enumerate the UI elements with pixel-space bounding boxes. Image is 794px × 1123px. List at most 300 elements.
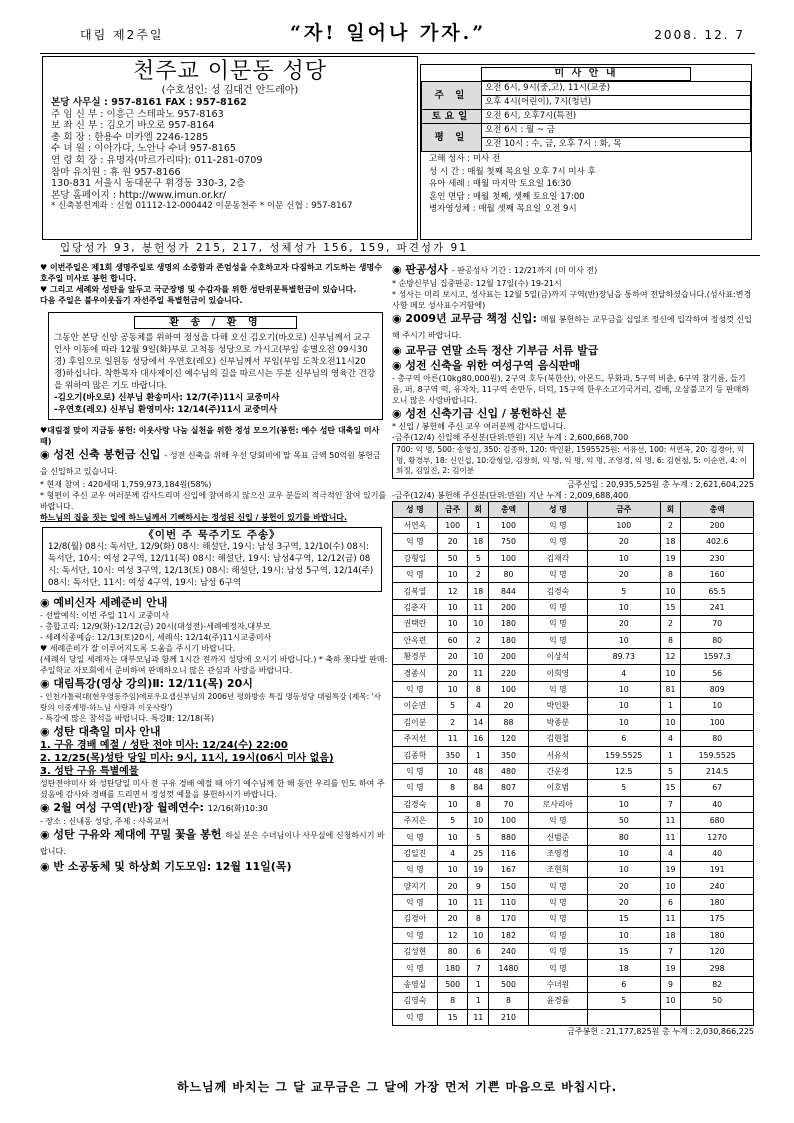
table-cell: 65.5	[681, 583, 754, 599]
bulletin-date: 2008. 12. 7	[654, 28, 745, 42]
table-cell: 박종분	[528, 714, 587, 730]
table-cell: 500	[437, 976, 468, 992]
table-cell: 김복열	[393, 583, 438, 599]
table-cell: 807	[489, 780, 529, 796]
table-cell: 김현철	[528, 730, 587, 746]
section-note: - 판공성사 기간 : 12/21까지 (미 미사 전)	[451, 266, 598, 275]
parish-line: 본당 사무실 : 957-8161 FAX : 957-8162	[51, 97, 247, 108]
table-cell: 18	[468, 583, 489, 599]
section-title: ◉ 2009년 교무금 책정 신입:	[392, 312, 537, 325]
table-cell: 180	[489, 616, 529, 632]
section-date: 12/16(화)10:30	[207, 804, 268, 813]
table-cell: 100	[437, 517, 468, 533]
table-row	[393, 649, 754, 665]
parish-line: 보 좌 신 부 : 김오기 바오로 957-8164	[51, 120, 215, 132]
table-cell: 익 명	[528, 632, 587, 648]
table-cell: 10	[468, 649, 489, 665]
table-cell: 88	[489, 714, 529, 730]
table-cell: 20	[437, 878, 468, 894]
table-cell: 4	[660, 730, 681, 746]
rosary-box	[42, 527, 382, 592]
table-cell: 480	[489, 763, 529, 779]
table-cell: 10	[437, 681, 468, 697]
table-cell: 1	[468, 747, 489, 763]
table-row	[393, 796, 754, 812]
table-cell: 10	[660, 714, 681, 730]
table-cell: 김경숙	[528, 583, 587, 599]
table-cell: 익 명	[528, 534, 587, 550]
table-cell: 1	[468, 976, 489, 992]
table-cell: 신범준	[528, 829, 587, 845]
section-building-fund	[40, 447, 388, 479]
table-cell: 19	[660, 550, 681, 566]
table-cell: 10	[660, 665, 681, 681]
donor-total: 금주신입 : 20,935,525원 총 누계 : 2,621,604,225	[567, 479, 754, 489]
table-cell: 11	[468, 1009, 489, 1025]
donor-list: 700: 익 명, 500: 송영실, 350: 김종학, 120: 박인환, 1595525원: 서유선, 100: 서연옥, 20: 김경아, 익 명, 황경부, 18: 신인섭, 10:강형일, 김창희, 익 명, 익 명, 익 명, 조영경, 익 명, 6: 김현철, 5: 이순연, 4: 이희정, 김일진, 2: 김이분	[392, 443, 754, 479]
welcome-text: 그동안 본당 신앙 공동체를 위하여 정성을 다해 오신 김오기(바오로) 신부님께서 교구 인사 이동에 따라 12월 9일(화)부로 고척동 성당으로 가시고(부임 송별오전 09시30경) 후임으로 일원동 성당에서 우연호(레오) 신부님께서 부임(부임 도착오전11시20경)하십니다. 착한목자 대사제이신 예수님의 길을 따르시는 두분 신부님의 영육간 건강을 위하여 많은 기도 바랍니다.	[54, 333, 376, 391]
table-cell: 이희영	[528, 665, 587, 681]
table-cell: 844	[489, 583, 529, 599]
table-cell: 18	[468, 534, 489, 550]
table-cell: 175	[681, 911, 754, 927]
table-cell: 6	[587, 976, 660, 992]
table-cell: 6	[587, 730, 660, 746]
donor-total: 금주봉헌 : 21,177,825원 총 누계 : 2,030,866,225	[567, 1027, 754, 1036]
christmas-line: 1. 구유 경배 예절 / 성탄 전야 미사: 12/24(수) 22:00	[40, 740, 288, 751]
table-row	[393, 517, 754, 533]
table-cell: 160	[681, 567, 754, 583]
table-cell: 200	[489, 599, 529, 615]
donor-table-header	[393, 501, 754, 517]
hymn-numbers: 입당성가 93, 봉헌성가 215, 217, 성체성가 156, 159, 파견성가 91	[60, 242, 760, 256]
table-cell: 100	[489, 812, 529, 828]
table-cell: 240	[489, 944, 529, 960]
table-cell: 5	[437, 812, 468, 828]
advent-offering: ♥대림절 맞이 지금동 봉헌: 이웃사랑 나눔 실천을 위한 정성 모으기(봉헌: 예수 성탄 대축일 미사 때)	[40, 426, 380, 446]
table-cell	[681, 1009, 754, 1025]
donor-note: * 신입 / 봉헌해 주신 교우 여러분께 감사드립니다.	[392, 422, 566, 431]
farewell-mass: -김오기(바오로) 신부님 환송미사: 12/7(주)11시 교중미사	[54, 393, 280, 403]
section-tax-receipt: ◉ 교무금 연말 소득 정산 기부금 서류 발급	[392, 344, 599, 357]
table-cell: 익 명	[528, 517, 587, 533]
table-cell: 김일진	[393, 845, 438, 861]
table-row	[393, 780, 754, 796]
mass-time: 오전 10시 : 수, 금, 오후 7시 : 화, 목	[482, 138, 751, 152]
table-row	[393, 730, 754, 746]
mass-day: 평 일	[422, 124, 482, 152]
table-cell: 8	[437, 993, 468, 1009]
building-fund-text: * 형편이 주신 교우 여러분께 감사드리며 신입에 참여하지 않으신 교우 분들의 적극적인 참여 있기를 바랍니다.	[40, 491, 387, 511]
table-cell: 주지선	[393, 730, 438, 746]
table-cell: 10	[437, 616, 468, 632]
table-cell: 20	[437, 534, 468, 550]
table-row	[393, 993, 754, 1009]
table-cell: 10	[468, 927, 489, 943]
section-title: ◉ 성탄 구유와 제대에 꾸밀 꽃을 봉헌	[40, 828, 222, 841]
table-cell: 10	[587, 927, 660, 943]
baptism-line: - 세례식종예습: 12/13(토)20시, 세례식: 12/14(주)11시교중미사	[40, 633, 272, 642]
table-cell: 70	[681, 616, 754, 632]
table-cell: 익 명	[528, 681, 587, 697]
table-cell: 16	[468, 730, 489, 746]
table-cell: 67	[681, 780, 754, 796]
table-cell: 권택란	[393, 616, 438, 632]
table-row	[393, 927, 754, 943]
table-cell: 750	[489, 534, 529, 550]
table-row	[393, 862, 754, 878]
table-cell: 110	[489, 894, 529, 910]
table-cell: 298	[681, 960, 754, 976]
column-header: 총액	[681, 501, 754, 517]
table-cell: 10	[587, 599, 660, 615]
table-cell: 80	[437, 944, 468, 960]
notice-next-sunday: 다음 주일은 불우이웃돕기 자선주일 특별헌금이 있습니다.	[40, 296, 243, 305]
table-cell: 익 명	[393, 780, 438, 796]
table-cell: 익 명	[528, 567, 587, 583]
table-cell: 10	[437, 894, 468, 910]
right-column	[392, 262, 754, 1037]
table-cell: 이호범	[528, 780, 587, 796]
table-row	[393, 812, 754, 828]
mass-day: 토요일	[422, 110, 482, 124]
parish-line: 참마 유치원 : 휴 원 957-8166	[51, 166, 181, 178]
section-small-community: ◉ 반 소공동체 및 하상회 기도모임: 12월 11일(목)	[40, 860, 292, 873]
table-cell: 680	[681, 812, 754, 828]
parish-line: 130-831 서울시 동대문구 휘경동 330-3, 2층	[51, 178, 246, 190]
column-header: 금주	[437, 501, 468, 517]
table-cell: 이순연	[393, 698, 438, 714]
table-cell: 김경숙	[393, 796, 438, 812]
table-cell: 익 명	[393, 862, 438, 878]
section-note: - 성전 신축을 위해 우선 당회비에 말 목표 금액 50억원 봉헌금을 신입하고 있습니다.	[40, 451, 381, 476]
section-title: ◉ 성전 신축 봉헌금 신입	[40, 448, 161, 461]
table-cell: 11	[468, 665, 489, 681]
sacrament-line: 혼인 면담 : 매월 첫째, 셋째 토요일 17:00	[429, 191, 585, 202]
table-cell: 18	[587, 960, 660, 976]
table-cell: 50	[681, 993, 754, 1009]
table-cell: 1270	[681, 829, 754, 845]
table-cell: 2	[437, 714, 468, 730]
table-cell: 간운경	[528, 763, 587, 779]
table-row	[393, 829, 754, 845]
baptism-line: - 총합고리: 12/9(화)-12/12(금) 20시(대성전)-세례예정자,대부모	[40, 622, 271, 631]
table-row	[393, 534, 754, 550]
table-cell: 서유석	[528, 747, 587, 763]
table-cell: 7	[468, 960, 489, 976]
building-fund-text2: 하느님의 집을 짓는 일에 하느님께서 기뻐하시는 정성된 신입 / 봉헌이 있기를 바랍니다.	[40, 513, 348, 522]
table-cell: 82	[681, 976, 754, 992]
table-cell: 10	[468, 812, 489, 828]
table-cell: 10	[587, 845, 660, 861]
table-cell: 10	[587, 632, 660, 648]
table-row	[393, 550, 754, 566]
section-women-training	[40, 800, 388, 816]
table-cell: 11	[660, 812, 681, 828]
table-cell	[528, 1009, 587, 1025]
christmas-line: 성탄전야미사 와 성탄당일 미사 전 구유 경배 예절 때 아기 예수님께 한 해 동안 우리를 인도 하여 주셨음에 감사와 경배를 드리면서 정성껏 예물을 봉헌하시기 바랍니다.	[40, 779, 385, 799]
table-row	[393, 714, 754, 730]
table-cell: 김영숙	[393, 993, 438, 1009]
baptism-line: - 선발예식: 이번 주일 11시 교중미사	[40, 611, 169, 620]
table-cell: 80	[681, 730, 754, 746]
table-cell: 20	[437, 665, 468, 681]
table-cell: 4	[468, 698, 489, 714]
mass-schedule-title: 미 사 안 내	[481, 67, 691, 81]
table-cell: 송영실	[393, 976, 438, 992]
table-cell: 180	[681, 927, 754, 943]
table-cell: 20	[587, 878, 660, 894]
food-sale-text: - 총구역 아른(10kg80,000원), 2구역 호두(북한산), 아몬드, 무화과, 5구역 비춘, 6구역 참기름, 들기름, 퍼, 8구역 떡, 유자차, 11구역 손만두, 더덕, 15구역 한우소고기국거리, 검배, 오삼불고기 등 판매하오니 많은 사랑바랍니다.	[392, 374, 750, 405]
table-row	[393, 747, 754, 763]
mass-time: 오후 4시(어린이), 7시(청년)	[482, 96, 751, 110]
table-cell: 20	[587, 567, 660, 583]
section-note: 매월 봉헌하는 교무금을 십일조 정신에 입각하여 정성껏 신입해 주시기 바랍니다.	[392, 315, 752, 340]
table-cell: 200	[681, 517, 754, 533]
table-cell	[587, 1009, 660, 1025]
table-cell: 350	[489, 747, 529, 763]
table-cell: 10	[587, 714, 660, 730]
baptism-line: (세례식 당일 세례자는 대부모님과 함께 1시간 전까지 성당에 오시기 바랍니다.) * 축하 꽃다발 판매: 주일학교 자모회에서 준비하여 판매하오니 많은 관심과 사랑을 바랍니다.	[40, 655, 388, 675]
table-cell: 15	[660, 599, 681, 615]
table-cell: 50	[587, 812, 660, 828]
column-header: 회	[468, 501, 489, 517]
table-cell: 167	[489, 862, 529, 878]
mass-time: 오전 6시 : 월 ~ 금	[482, 124, 751, 138]
table-cell: 10	[437, 862, 468, 878]
table-cell: 48	[468, 763, 489, 779]
sacrament-line: 유아 세례 : 매월 마지막 토요일 16:30	[429, 179, 572, 190]
table-cell: 김재각	[528, 550, 587, 566]
donor-summary: -금주(12/4) 봉헌해 주신분(단위:만원) 지난 누계 : 2,009,688,400	[392, 490, 629, 500]
table-cell: 경종식	[393, 665, 438, 681]
parish-line: 총 회 장 : 한용수 미카엘 2246-1285	[51, 131, 209, 143]
table-cell: 익 명	[393, 534, 438, 550]
table-cell: 15	[587, 911, 660, 927]
table-cell: 19	[660, 862, 681, 878]
table-cell: 180	[489, 632, 529, 648]
table-cell: 익 명	[528, 894, 587, 910]
table-cell: 402.6	[681, 534, 754, 550]
table-cell: 80	[681, 632, 754, 648]
table-cell: 20	[587, 616, 660, 632]
table-cell: 100	[587, 517, 660, 533]
table-cell: 10	[587, 550, 660, 566]
table-cell: 25	[468, 845, 489, 861]
table-cell: 황경부	[393, 649, 438, 665]
section-flower-offering	[40, 827, 388, 859]
table-row	[393, 698, 754, 714]
table-cell: 1	[468, 517, 489, 533]
table-cell: 10	[587, 698, 660, 714]
section-food-sale: ◉ 성전 신축을 위한 여성구역 음식판매	[392, 359, 581, 372]
table-cell: 2	[660, 517, 681, 533]
table-cell: 김성현	[393, 944, 438, 960]
table-cell: 10	[681, 698, 754, 714]
table-cell: 10	[660, 993, 681, 1009]
table-cell: 6	[660, 894, 681, 910]
table-cell: 10	[468, 616, 489, 632]
table-cell: 익 명	[528, 911, 587, 927]
table-cell: 50	[437, 550, 468, 566]
table-cell: 809	[681, 681, 754, 697]
table-row	[393, 976, 754, 992]
table-cell: 159.5525	[681, 747, 754, 763]
table-cell: 강형일	[393, 550, 438, 566]
table-row	[393, 681, 754, 697]
table-cell: 40	[681, 845, 754, 861]
section-tithe	[392, 311, 754, 343]
section-advent-lecture: ◉ 대림특강(영상 강의)Ⅱ: 12/11(목) 20시	[40, 677, 253, 690]
column-header: 총액	[489, 501, 529, 517]
table-cell: 10	[587, 681, 660, 697]
sacrament-line: 고해 성사 : 미사 전	[429, 154, 501, 164]
footer-message: 하느님께 바치는 그 달 교무금은 그 달에 가장 먼저 기쁜 마음으로 바칩시다.	[176, 1080, 618, 1094]
table-cell: 8	[489, 993, 529, 1009]
section-christmas-mass: ◉ 성탄 대축일 미사 안내	[40, 725, 161, 738]
parish-line: 연 령 회 장 : 유명자(마르가리따): 011-281-0709	[51, 154, 263, 166]
table-cell: 10	[660, 878, 681, 894]
table-cell: 1480	[489, 960, 529, 976]
table-cell: 18	[660, 927, 681, 943]
table-cell: 12.5	[587, 763, 660, 779]
parish-line: * 신축봉헌계좌 : 신협 01112-12-000442 이문동천주 * 이문 신협 : 957-8167	[51, 201, 353, 212]
table-cell: 익 명	[528, 960, 587, 976]
table-cell: 10	[437, 829, 468, 845]
table-cell: 14	[468, 714, 489, 730]
table-cell: 6	[468, 944, 489, 960]
table-cell: 20	[489, 698, 529, 714]
table-cell: 박인환	[528, 698, 587, 714]
table-cell: 2	[468, 632, 489, 648]
table-row	[393, 1009, 754, 1025]
table-cell: 210	[489, 1009, 529, 1025]
sacrament-info	[421, 152, 751, 217]
lecture-line: - 인천가톨릭대(현우영동주임)에로우요셉신부님의 2006년 평화방송 특집 명동성당 대림특강 (제목: '사랑의 이중계명-하느님 사랑과 이웃사랑')	[40, 692, 381, 712]
table-cell: 이상석	[528, 649, 587, 665]
column-header: 회	[660, 501, 681, 517]
parish-line: 수 녀 원 : 이아가다, 노안나 수녀 957-8165	[51, 143, 237, 155]
table-cell: 7	[660, 944, 681, 960]
christmas-line: 2. 12/25(목)성탄 당일 미사: 9시, 11시, 19시(06시 미사 없음)	[40, 753, 334, 764]
table-cell: 9	[660, 976, 681, 992]
table-cell: 241	[681, 599, 754, 615]
table-cell: 익 명	[393, 960, 438, 976]
section-baptism: ◉ 예비신자 세례준비 안내	[40, 596, 168, 609]
christmas-line: 3. 성탄 구유 특별예물	[40, 766, 139, 777]
table-cell: 100	[489, 681, 529, 697]
confession-line: * 순방신부님 집중판공: 12월 17일(수) 19-21시	[392, 279, 562, 288]
table-cell: 익 명	[528, 927, 587, 943]
table-cell: 10	[587, 796, 660, 812]
table-cell: 880	[489, 829, 529, 845]
table-cell: 익 명	[528, 944, 587, 960]
table-cell: 11	[660, 911, 681, 927]
table-cell: 5	[587, 993, 660, 1009]
table-cell: 56	[681, 665, 754, 681]
table-row	[393, 583, 754, 599]
table-cell: 8	[468, 911, 489, 927]
table-cell: 11	[468, 599, 489, 615]
table-cell: 익 명	[528, 599, 587, 615]
table-cell: 익 명	[393, 829, 438, 845]
table-cell: 20	[587, 534, 660, 550]
table-cell: 익 명	[393, 763, 438, 779]
table-cell: 로사리아	[528, 796, 587, 812]
notice-christmas-offering: ♥ 그리고 세례와 성탄을 앞두고 국군장병 및 수감자를 위한 성탄위문특별헌금이 있습니다.	[40, 285, 357, 294]
parish-name: 천주교 이문동 성당	[132, 59, 327, 84]
table-cell: 11	[468, 894, 489, 910]
parish-patron: (수호성인: 성 김대건 안드레아)	[161, 85, 299, 96]
table-row	[393, 763, 754, 779]
table-cell: 8	[468, 681, 489, 697]
table-cell: 양지기	[393, 878, 438, 894]
table-cell: 7	[660, 796, 681, 812]
table-cell: 2	[660, 616, 681, 632]
welcome-title: 환 송 / 환 영	[134, 316, 297, 329]
table-cell: 100	[489, 517, 529, 533]
column-header: 성 명	[393, 501, 438, 517]
table-cell: 20	[587, 894, 660, 910]
parish-line: 본당 홈페이지 : http://www.imun.or.kr/	[51, 189, 227, 201]
section-note: 하실 분은 수녀님이나 사무실에 신청하시기 바랍니다.	[40, 831, 385, 856]
table-cell: 수녀원	[528, 976, 587, 992]
table-cell: 500	[489, 976, 529, 992]
table-cell: 김종학	[393, 747, 438, 763]
table-cell: 4	[587, 665, 660, 681]
section-title: ◉ 2월 여성 구역(반)장 월례연수:	[40, 801, 204, 814]
table-cell: 19	[468, 862, 489, 878]
table-cell: 200	[489, 649, 529, 665]
table-cell: 89.73	[587, 649, 660, 665]
welcome-mass: -우연호(레오) 신부님 환영미사: 12/14(주)11시 교중미사	[54, 405, 278, 415]
table-row	[393, 911, 754, 927]
table-cell: 5	[587, 583, 660, 599]
table-cell: 240	[681, 878, 754, 894]
table-cell: 8	[468, 796, 489, 812]
sacrament-line: 병자영성체 : 매월 셋째 목요일 오전 9시	[429, 204, 577, 215]
table-cell: 350	[437, 747, 468, 763]
table-cell: 1	[468, 993, 489, 1009]
table-cell: 15	[437, 1009, 468, 1025]
bulletin-header	[40, 20, 755, 54]
table-cell: 11	[437, 730, 468, 746]
table-cell: 10	[660, 583, 681, 599]
table-cell: 20	[437, 649, 468, 665]
parish-info-box	[42, 56, 418, 240]
table-cell: 1	[660, 698, 681, 714]
table-cell: 5	[468, 829, 489, 845]
table-cell: 5	[468, 550, 489, 566]
table-cell: 11	[660, 829, 681, 845]
table-row	[393, 616, 754, 632]
column-header: 성 명	[528, 501, 587, 517]
table-cell: 81	[660, 681, 681, 697]
table-cell: 80	[489, 567, 529, 583]
table-cell: 9	[468, 878, 489, 894]
table-cell: 김이분	[393, 714, 438, 730]
table-cell: 주지은	[393, 812, 438, 828]
table-cell: 5	[437, 698, 468, 714]
table-cell: 김춘자	[393, 599, 438, 615]
table-cell: 익 명	[393, 894, 438, 910]
left-column	[40, 262, 388, 874]
donor-summary: -금주(12/4) 신입해 주신분(단위:만원) 지난 누계 : 2,600,668,700	[392, 433, 629, 442]
women-training-place: - 장소 : 신내동 성당, 주제 : 사목교서	[40, 817, 170, 826]
table-cell: 김경아	[393, 911, 438, 927]
table-cell: 214.5	[681, 763, 754, 779]
rosary-title: 《이번 주 묵주기도 주송》	[143, 529, 281, 541]
